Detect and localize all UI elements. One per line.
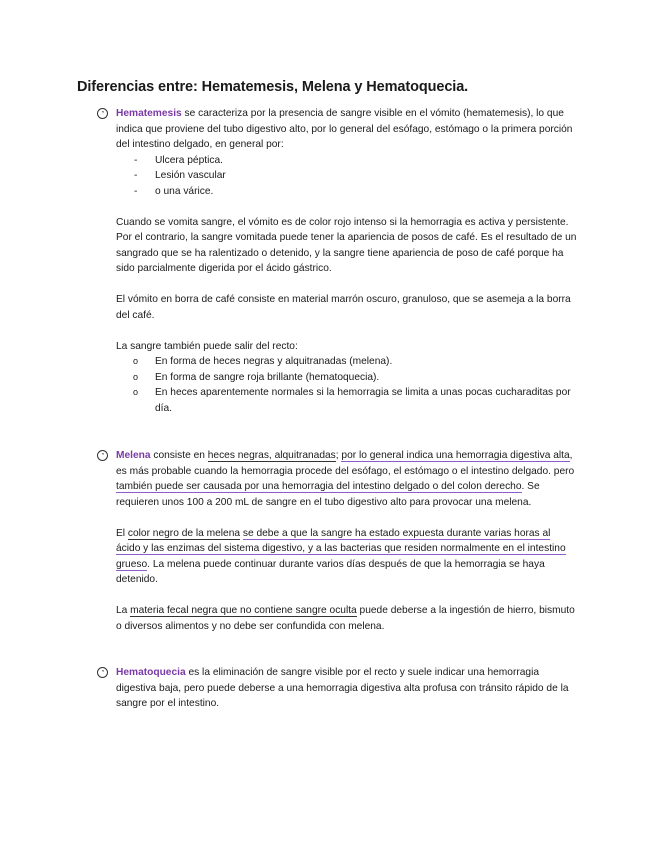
text-run: es la eliminación de sangre visible por el recto y suele indicar una hemorragia digestiva baja, pero puede deberse a una hemorragia digestiva alta profusa con tránsito rápido de la sangre por el intestino. — [116, 667, 569, 709]
underlined-text: heces negras, alquitranadas — [207, 450, 336, 461]
paragraph: La sangre también puede salir del recto: — [116, 340, 298, 352]
section-hematemesis — [97, 106, 577, 432]
text-run: . La melena puede continuar durante varios días después de que la hemorragia se haya detenido. — [116, 558, 545, 585]
underlined-text: por lo general indica una hemorragia digestiva alta — [341, 450, 570, 461]
list-item: - o una várice. — [116, 184, 577, 200]
text-run: consiste en — [150, 450, 208, 461]
underlined-text: color negro de la melena — [127, 527, 241, 539]
clock-bullet-icon: ◔ — [97, 450, 108, 461]
keyword-hematemesis: Hematemesis — [116, 108, 182, 119]
hematoquecia-paragraph — [116, 665, 577, 712]
text-run: ; — [335, 450, 342, 461]
paragraph: Cuando se vomita sangre, el vómito es de color rojo intenso si la hemorragia es activa y persistente. Por el contrario, la sangre vomitada puede tener la apariencia de posos de café. Es el resultado de un sangrado que se ha ralentizado o detenido, y la sangre tiene apariencia de poso de café porque ha sido parcialmente digerida por el ácido gástrico. — [116, 216, 577, 274]
melena-paragraph-3 — [116, 603, 577, 634]
underlined-text: se debe a que la sangre ha estado expuesta durante varias horas al ácido y las enzimas del sistema digestivo, y a las bacterias que residen normalmente en el intestino grueso — [116, 527, 566, 570]
hematemesis-intro — [116, 106, 577, 153]
underlined-text: materia fecal negra que no contiene sangre oculta — [130, 605, 357, 616]
rectal-list — [116, 354, 577, 416]
underlined-text: también puede ser causada por una hemorragia del intestino delgado o del colon derecho — [116, 481, 522, 492]
text-run: puede deberse a la ingestión de hierro, bismuto o diversos alimentos y no debe ser confundida con melena. — [116, 605, 575, 632]
keyword-hematoquecia: Hematoquecia — [116, 667, 186, 678]
text-run: El — [116, 527, 128, 539]
paragraph: El vómito en borra de café consiste en material marrón oscuro, granuloso, que se asemeja a la borra del café. — [116, 294, 571, 321]
keyword-melena: Melena — [116, 450, 151, 461]
melena-paragraph-1 — [116, 448, 577, 510]
list-item: o En forma de sangre roja brillante (hematoquecia). — [116, 370, 577, 386]
list-item: o En heces aparentemente normales si la hemorragia se limita a unas pocas cucharaditas por día. — [116, 385, 577, 416]
list-item: - Ulcera péptica. — [116, 153, 577, 169]
hematemesis-intro-text: se caracteriza por la presencia de sangre visible en el vómito (hematemesis), lo que indica que proviene del tubo digestivo alto, por lo general del esófago, estómago o la primera porción del intestino delgado, en general por: — [116, 108, 573, 150]
clock-bullet-icon: ◔ — [97, 667, 108, 678]
page-title: Diferencias entre: Hematemesis, Melena y Hematoquecia. — [77, 79, 469, 95]
list-item: o En forma de heces negras y alquitranadas (melena). — [116, 354, 577, 370]
section-melena — [97, 448, 577, 650]
clock-bullet-icon: ◔ — [97, 108, 108, 119]
melena-paragraph-2 — [116, 526, 577, 588]
list-item: - Lesión vascular — [116, 168, 577, 184]
text-run: . Se requieren unos 100 a 200 mL de sangre en el tubo digestivo alto para provocar una melena. — [116, 481, 540, 508]
text-run: La — [116, 605, 131, 616]
causes-list — [116, 153, 577, 200]
text-run: , es más probable cuando la hemorragia procede del esófago, el estómago o el intestino delgado. pero — [116, 450, 575, 477]
section-hematoquecia — [97, 665, 577, 727]
